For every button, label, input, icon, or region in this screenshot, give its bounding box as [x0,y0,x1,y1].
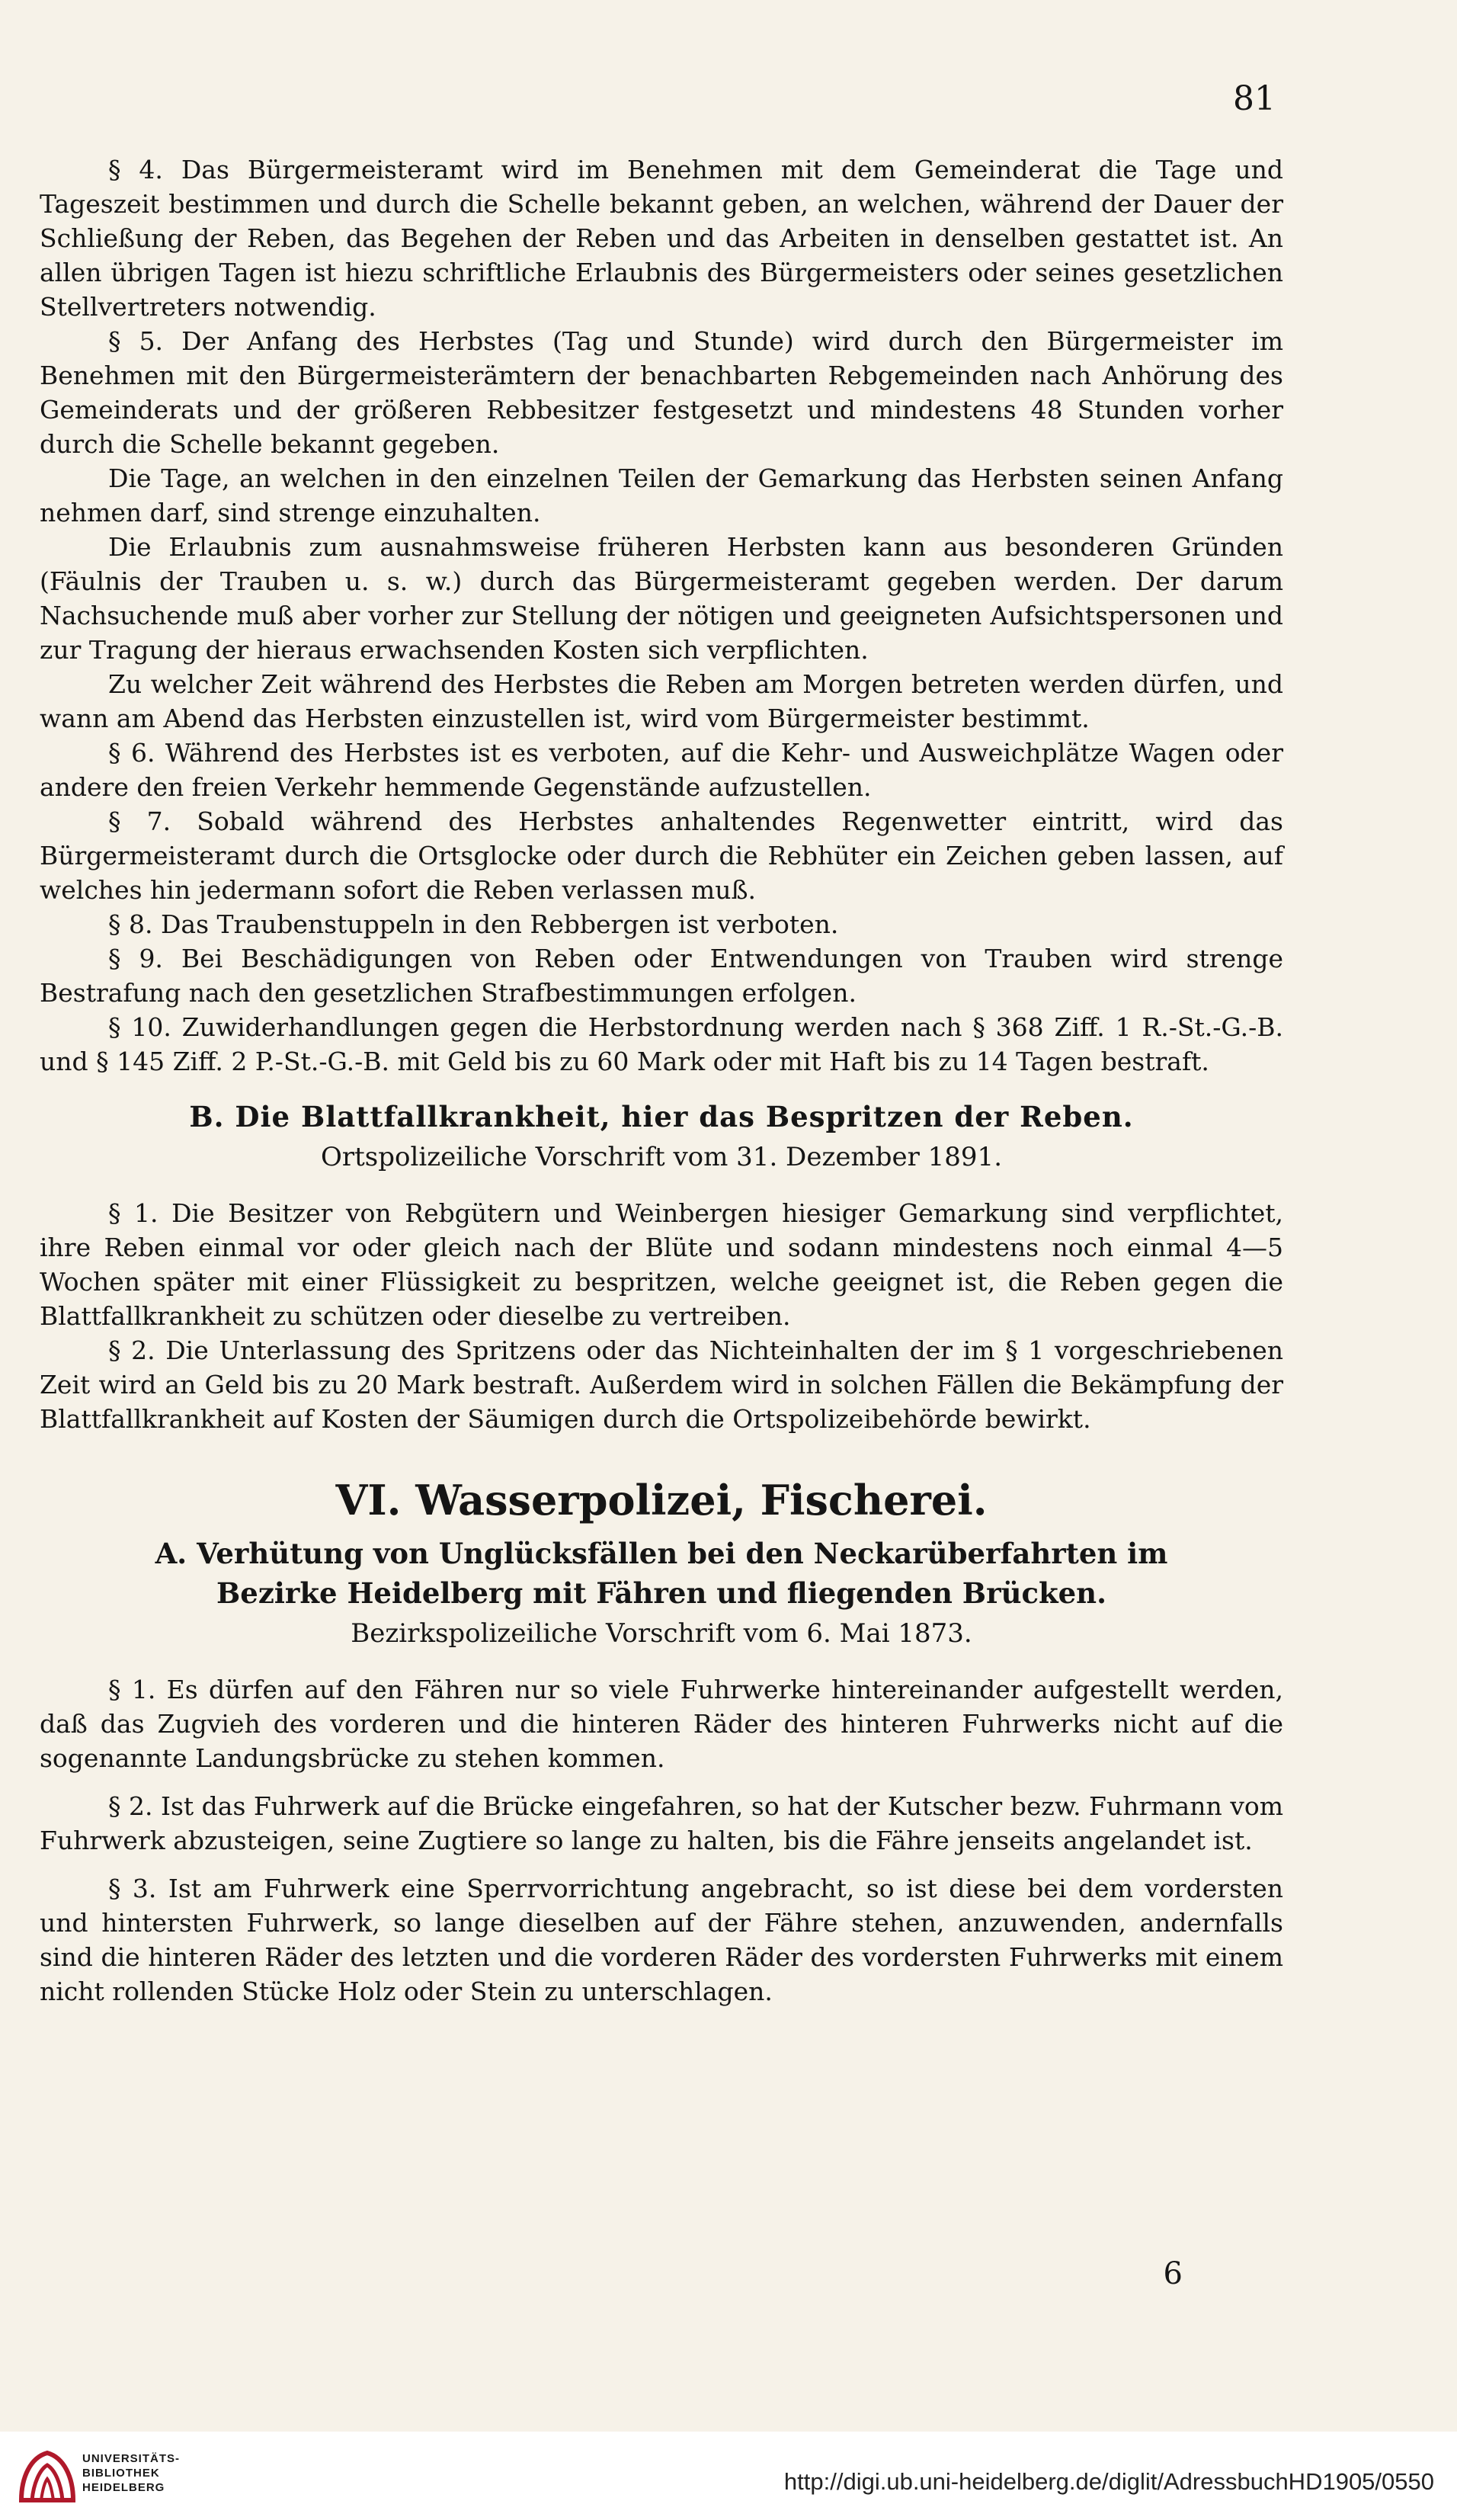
paragraph-permission: Die Erlaubnis zum ausnahmsweise früheren Herbsten kann aus besonderen Gründen (Fäulnis der Trauben u. s. w.) durch das Bürgermeisteramt gegeben werden. Der darum Nachsuchende muß aber vorher zur Stellung der nötigen und geeigneten Aufsichtspersonen und zur Tragung der hieraus erwachsenden Kosten sich verpflichten. [40,532,1283,665]
paragraph-s4: § 4. Das Bürgermeisteramt wird im Benehmen mit dem Gemeinderat die Tage und Tageszeit bestimmen und durch die Schelle bekannt geben, an welchen, während der Dauer der Schließung der Reben, das Begehen der Reben und das Arbeiten in denselben gestattet ist. An allen übrigen Tagen ist hiezu schriftliche Erlaubnis des Bürgermeisters oder seines gesetzlichen Stellvertreters notwendig. [40,155,1283,322]
source-url-link[interactable]: http://digi.ub.uni-heidelberg.de/diglit/AdressbuchHD1905/0550 [783,2468,1434,2495]
library-name [82,2451,180,2495]
paragraph-s6: § 6. Während des Herbstes ist es verboten, auf die Kehr- und Ausweichplätze Wagen oder andere den freien Verkehr hemmende Gegenstände aufzustellen. [40,738,1283,802]
section-a-subheading: Bezirkspolizeiliche Vorschrift vom 6. Mai 1873. [351,1618,972,1649]
page-number: 81 [1233,79,1276,118]
paragraph-s5: § 5. Der Anfang des Herbstes (Tag und Stunde) wird durch den Bürgermeister im Benehmen mit den Bürgermeisterämtern der benachbarten Rebgemeinden nach Anhörung des Gemeinderats und der größeren Rebbesitzer festgesetzt und mindestens 48 Stunden vorher durch die Schelle bekannt gegeben. [40,326,1283,459]
paragraph-s7: § 7. Sobald während des Herbstes anhaltendes Regenwetter eintritt, wird das Bürgermeisteramt durch die Ortsglocke oder durch die Rebhüter ein Zeichen geben lassen, auf welches hin jedermann sofort die Reben verlassen muß. [40,806,1283,905]
section-a-heading-line2: Bezirke Heidelberg mit Fähren und fliegenden Brücken. [216,1576,1106,1610]
section-vi-title: VI. Wasserpolizei, Fischerei. [335,1476,988,1525]
section-b-heading: B. Die Blattfallkrankheit, hier das Bespritzen der Reben. [189,1100,1134,1133]
paragraph-b-s2: § 2. Die Unterlassung des Spritzens oder das Nichteinhalten der im § 1 vorgeschriebenen Zeit wird an Geld bis zu 20 Mark bestraft. Außerdem wird in solchen Fällen die Bekämpfung der Blattfallkrankheit auf Kosten der Säumigen durch die Ortspolizeibehörde bewirkt. [40,1335,1283,1434]
library-name-line: BIBLIOTHEK [82,2467,160,2480]
paragraph-a-s1: § 1. Es dürfen auf den Fähren nur so viele Fuhrwerke hintereinander aufgestellt werden, daß das Zugvieh des vorderen und die hinteren Räder des hinteren Fuhrwerks nicht auf die sogenannte Landungsbrücke zu stehen kommen. [40,1675,1283,1773]
footer-bar [0,2432,1457,2520]
paragraph-a-s3: § 3. Ist am Fuhrwerk eine Sperrvorrichtung angebracht, so ist diese bei dem vordersten und hintersten Fuhrwerk, so lange dieselben auf der Fähre stehen, anzuwenden, andernfalls sind die hinteren Räder des letzten und die vorderen Räder des vordersten Fuhrwerks mit einem nicht rollenden Stücke Holz oder Stein zu unterschlagen. [40,1874,1283,2006]
paragraph-s9: § 9. Bei Beschädigungen von Reben oder Entwendungen von Trauben wird strenge Bestrafung nach den gesetzlichen Strafbestimmungen erfolgen. [40,944,1283,1008]
section-b-subheading: Ortspolizeiliche Vorschrift vom 31. Dezember 1891. [320,1142,1002,1172]
paragraph-b-s1: § 1. Die Besitzer von Rebgütern und Weinbergen hiesiger Gemarkung sind verpflichtet, ihre Reben einmal vor oder gleich nach der Blüte und sodann mindestens noch einmal 4—5 Wochen später mit einer Flüssigkeit zu bespritzen, welche geeignet ist, die Reben gegen die Blattfallkrankheit zu schützen oder dieselbe zu vertreiben. [40,1198,1283,1331]
section-a-heading-line1: A. Verhütung von Unglücksfällen bei den Neckarüberfahrten im [155,1537,1168,1570]
signature-mark: 6 [1163,2256,1183,2291]
library-name-line: HEIDELBERG [82,2481,165,2494]
paragraph-days: Die Tage, an welchen in den einzelnen Teilen der Gemarkung das Herbsten seinen Anfang nehmen darf, sind strenge einzuhalten. [40,463,1283,527]
paragraph-time: Zu welcher Zeit während des Herbstes die Reben am Morgen betreten werden dürfen, und wann am Abend das Herbsten einzustellen ist, wird vom Bürgermeister bestimmt. [40,669,1283,733]
paragraph-s8: § 8. Das Traubenstuppeln in den Rebbergen ist verboten. [108,909,839,939]
page-content [40,152,1283,2009]
library-logo-icon [17,2447,78,2508]
paragraph-s10: § 10. Zuwiderhandlungen gegen die Herbstordnung werden nach § 368 Ziff. 1 R.-St.-G.-B. und § 145 Ziff. 2 P.-St.-G.-B. mit Geld bis zu 60 Mark oder mit Haft bis zu 14 Tagen bestraft. [40,1012,1283,1076]
paragraph-a-s2: § 2. Ist das Fuhrwerk auf die Brücke eingefahren, so hat der Kutscher bezw. Fuhrmann vom Fuhrwerk abzusteigen, seine Zugtiere so lange zu halten, bis die Fähre jenseits angelandet ist. [40,1791,1283,1855]
library-name-line: UNIVERSITÄTS- [82,2452,181,2465]
